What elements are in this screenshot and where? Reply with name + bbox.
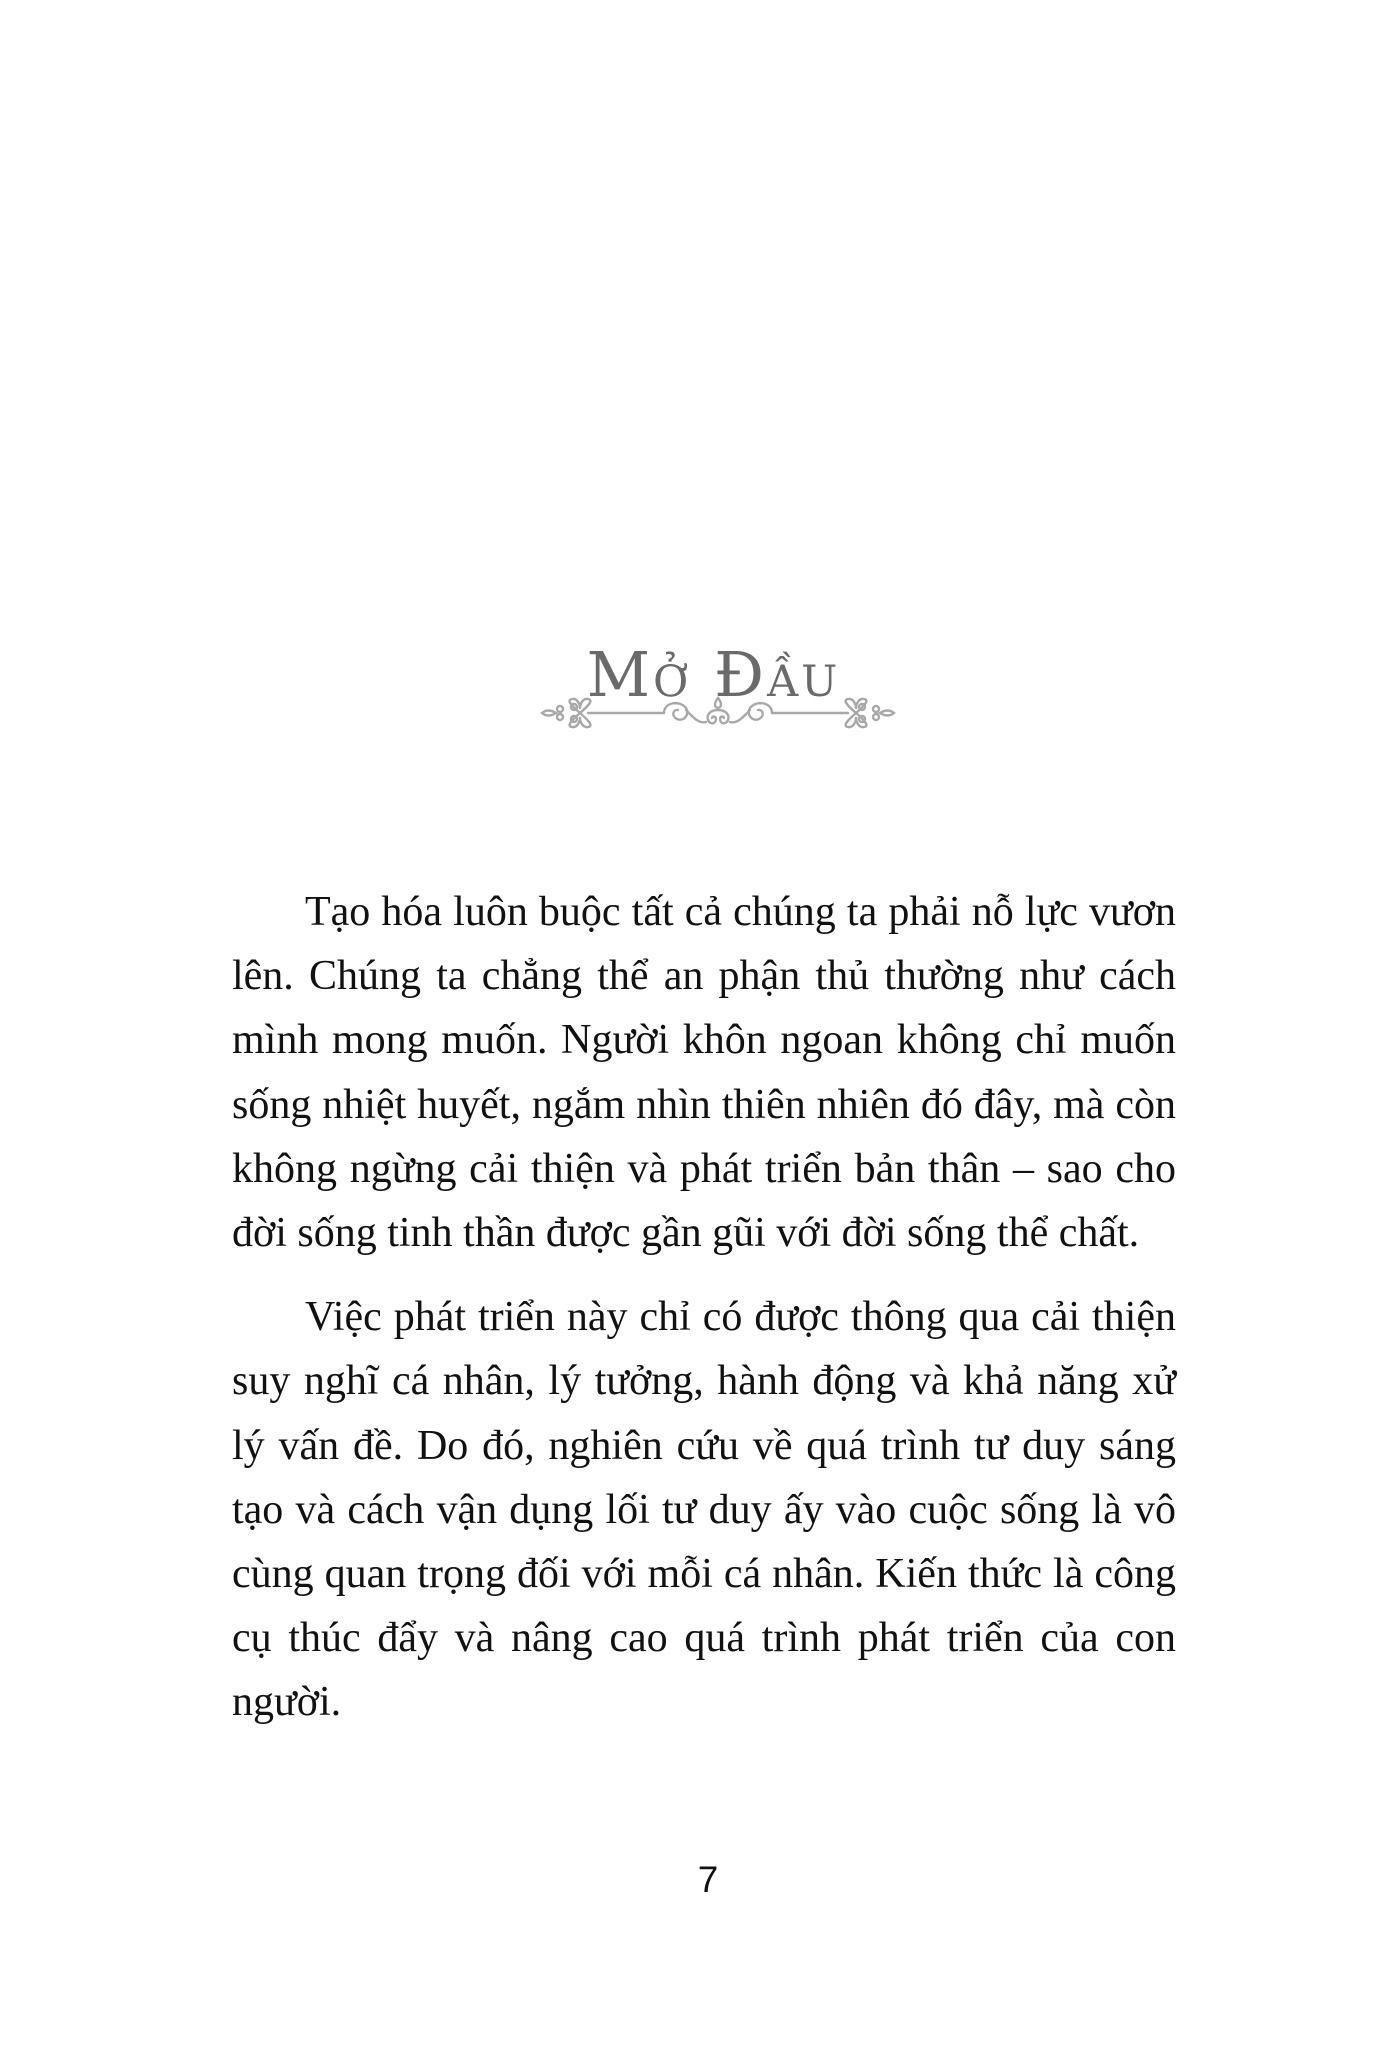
- ornament-divider-icon: [540, 696, 896, 730]
- page-number: 7: [697, 1859, 719, 1900]
- chapter-title: Mở Đầu: [586, 637, 841, 711]
- body-text: [232, 880, 1176, 1755]
- paragraph-1: Tạo hóa luôn buộc tất cả chúng ta phải nỗ lực vươn lên. Chúng ta chẳng thể an phận thủ thường như cách mình mong muốn. Người khôn ngoan không chỉ muốn sống nhiệt huyết, ngắm nhìn thiên nhiên đó đây, mà còn không ngừng cải thiện và phát triển bản thân – sao cho đời sống tinh thần được gần gũi với đời sống thể chất.: [232, 889, 1176, 1257]
- paragraph-2: Việc phát triển này chỉ có được thông qua cải thiện suy nghĩ cá nhân, lý tưởng, hành động và khả năng xử lý vấn đề. Do đó, nghiên cứu về quá trình tư duy sáng tạo và cách vận dụng lối tư duy ấy vào cuộc sống là vô cùng quan trọng đối với mỗi cá nhân. Kiến thức là công cụ thúc đẩy và nâng cao quá trình phát triển của con người.: [232, 1294, 1176, 1726]
